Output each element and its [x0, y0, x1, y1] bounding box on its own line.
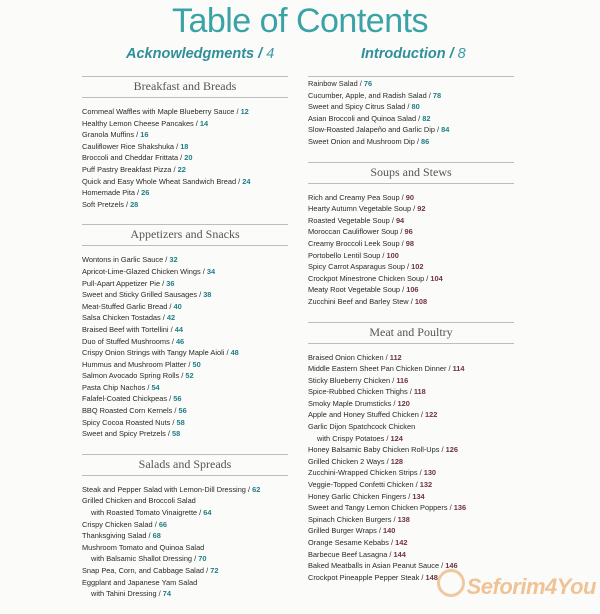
section-appetizers	[82, 224, 288, 440]
entry-page-number: 52	[185, 371, 194, 381]
toc-entry[interactable]	[308, 421, 514, 444]
entry-title: Meat-Stuffed Garlic Bread /	[82, 301, 174, 311]
entry-page-number: 92	[417, 204, 426, 214]
entry-title: Grilled Chicken 2 Ways /	[308, 456, 391, 466]
toc-entry[interactable]	[82, 347, 288, 359]
entry-title: Broccoli and Cheddar Frittata /	[82, 153, 185, 163]
toc-entry[interactable]	[308, 136, 514, 148]
toc-entry[interactable]	[308, 398, 514, 410]
entry-title: Grilled Burger Wraps /	[308, 526, 384, 536]
toc-entry[interactable]	[82, 312, 288, 324]
entry-title: BBQ Roasted Corn Kernels /	[82, 406, 179, 416]
entry-title: Zucchini Beef and Barley Stew /	[308, 296, 415, 306]
toc-entry[interactable]	[308, 215, 514, 227]
entry-title: Hearty Autumn Vegetable Soup /	[308, 204, 418, 214]
entry-title: Snap Pea, Corn, and Cabbage Salad /	[82, 566, 211, 575]
entry-title: Falafel-Coated Chickpeas /	[82, 394, 174, 404]
introduction-label: Introduction	[361, 46, 446, 62]
entry-page-number: 136	[453, 503, 467, 513]
entry-title: Spinach Chicken Burgers /	[308, 514, 398, 524]
toc-entry[interactable]	[308, 444, 514, 456]
entry-title: Baked Meatballs in Asian Peanut Sauce /	[308, 561, 446, 571]
entry-page-number: 82	[422, 113, 431, 123]
entry-title: Apple and Honey Stuffed Chicken /	[308, 410, 425, 420]
entry-page-number: 76	[363, 79, 373, 88]
toc-entry[interactable]	[308, 296, 514, 308]
entry-title-line2-text: with Crispy Potatoes /	[317, 433, 391, 443]
section-meat	[308, 322, 514, 584]
entry-title: Salmon Avocado Spring Rolls /	[82, 371, 186, 381]
entry-page-number: 58	[176, 417, 185, 427]
toc-entry[interactable]	[82, 336, 288, 348]
section-title-breakfast: Breakfast and Breads	[82, 76, 288, 98]
toc-entry[interactable]	[82, 106, 288, 118]
entry-title: Zucchini-Wrapped Chicken Strips /	[308, 468, 424, 478]
entry-title: Cauliflower Rice Shakshuka /	[82, 141, 181, 151]
introduction-heading[interactable]	[361, 46, 466, 62]
section-title-salads: Salads and Spreads	[82, 454, 288, 476]
entry-page-number: 144	[393, 549, 406, 559]
entry-title: Salsa Chicken Tostadas /	[82, 313, 167, 323]
toc-entry[interactable]	[308, 250, 514, 262]
toc-entry[interactable]	[308, 203, 514, 215]
section-soups	[308, 162, 514, 308]
entry-page-number: 118	[413, 387, 426, 397]
section-breakfast	[82, 76, 288, 210]
entry-title: Sweet and Spicy Citrus Salad /	[308, 102, 412, 112]
entry-title: Duo of Stuffed Mushrooms /	[82, 336, 176, 346]
entry-title: Granola Muffins /	[82, 130, 141, 140]
entries	[308, 352, 514, 584]
entry-page-number: 140	[383, 526, 396, 536]
entry-title: Spicy Cocoa Roasted Nuts /	[82, 417, 177, 427]
entry-page-number: 112	[389, 352, 402, 362]
toc-entry[interactable]	[308, 226, 514, 238]
toc-entry[interactable]	[82, 565, 288, 577]
entry-title: Quick and Easy Whole Wheat Sandwich Bread /	[82, 176, 243, 186]
entry-page-number: 100	[386, 250, 399, 260]
toc-entry[interactable]	[82, 278, 288, 290]
entry-title: Sweet and Tangy Lemon Chicken Poppers /	[308, 503, 454, 513]
entry-title: Orange Sesame Kebabs /	[308, 538, 396, 547]
entry-page-number: 70	[198, 554, 207, 564]
toc-entry[interactable]	[308, 113, 514, 125]
entry-title-line2-text: with Tahini Dressing /	[91, 589, 163, 599]
introduction-page: 8	[457, 46, 466, 62]
toc-entry[interactable]	[308, 261, 514, 273]
entry-title: Pasta Chip Nachos /	[82, 382, 152, 392]
entry-page-number: 56	[178, 406, 187, 416]
entry-page-number: 108	[414, 296, 428, 306]
acknowledgments-heading[interactable]	[126, 46, 274, 62]
section-title-soups: Soups and Stews	[308, 162, 514, 184]
entry-title: Rainbow Salad /	[308, 79, 364, 88]
entry-page-number: 78	[432, 90, 442, 100]
section-salads	[82, 454, 288, 600]
entry-page-number: 134	[412, 491, 425, 501]
entry-title: Sweet Onion and Mushroom Dip /	[308, 136, 421, 146]
entry-page-number: 38	[203, 290, 212, 300]
entry-title: Roasted Vegetable Soup /	[308, 215, 396, 225]
entry-title: Crockpot Minestrone Chicken Soup /	[308, 273, 431, 283]
page-title: Table of Contents	[171, 2, 429, 40]
toc-entry[interactable]	[308, 363, 514, 375]
entry-page-number: 120	[397, 398, 410, 408]
entry-page-number: 122	[424, 410, 438, 420]
entry-title: Crockpot Pineapple Pepper Steak /	[308, 572, 426, 582]
toc-entry[interactable]	[308, 456, 514, 468]
entries	[82, 484, 288, 600]
entry-title: Eggplant and Japanese Yam Salad	[82, 577, 198, 587]
entry-page-number: 48	[230, 348, 239, 358]
entry-title: Sweet and Sticky Grilled Sausages /	[82, 290, 204, 300]
entries	[308, 192, 514, 308]
entry-page-number: 72	[210, 566, 219, 575]
entry-page-number: 46	[175, 336, 185, 346]
entry-title: Braised Onion Chicken /	[308, 352, 390, 362]
toc-entry[interactable]	[82, 484, 288, 496]
entry-title: Honey Garlic Chicken Fingers /	[308, 491, 413, 501]
toc-entry[interactable]	[82, 382, 288, 394]
entry-page-number: 12	[240, 107, 249, 116]
toc-entry[interactable]	[308, 386, 514, 398]
entry-page-number: 142	[395, 538, 408, 547]
toc-entry[interactable]	[82, 577, 288, 600]
toc-entry[interactable]	[308, 192, 514, 204]
entry-page-number: 146	[445, 561, 458, 571]
entry-title: Homemade Pita /	[82, 188, 142, 198]
toc-entry[interactable]	[308, 467, 514, 479]
watermark-ring-icon	[437, 569, 465, 597]
entry-title: Smoky Maple Drumsticks /	[308, 398, 398, 408]
entry-title: Mushroom Tomato and Quinoa Salad	[82, 542, 205, 552]
entry-page-number: 20	[184, 153, 193, 163]
entry-title: Asian Broccoli and Quinoa Salad /	[308, 113, 423, 123]
entry-page-number: 104	[430, 273, 443, 283]
entry-title: Veggie-Topped Confetti Chicken /	[308, 480, 420, 490]
entry-page-number: 102	[411, 262, 424, 272]
toc-entry[interactable]	[82, 393, 288, 405]
entry-title: Soft Pretzels /	[82, 199, 131, 209]
entry-title: Crispy Onion Strings with Tangy Maple Aioli /	[82, 348, 231, 358]
toc-entry[interactable]	[308, 525, 514, 537]
entry-page-number: 90	[405, 192, 415, 202]
entry-title: Pull-Apart Appetizer Pie /	[82, 278, 167, 288]
toc-entry[interactable]	[308, 78, 514, 90]
toc-entry[interactable]	[82, 405, 288, 417]
entry-page-number: 16	[140, 130, 149, 140]
toc-entry[interactable]	[82, 266, 288, 278]
entry-title: Cornmeal Waffles with Maple Blueberry Sauce /	[82, 107, 241, 116]
toc-entry[interactable]	[82, 199, 288, 211]
entry-title-line2	[82, 588, 288, 600]
entry-title: Barbecue Beef Lasagna /	[308, 549, 394, 559]
toc-entry[interactable]	[308, 491, 514, 503]
entry-page-number: 62	[252, 484, 261, 494]
left-column	[82, 76, 288, 614]
entry-page-number: 130	[423, 468, 437, 478]
section-salads-continued	[308, 76, 514, 148]
entry-title: Honey Balsamic Baby Chicken Roll-Ups /	[308, 445, 446, 455]
entry-title: Sweet and Spicy Pretzels /	[82, 429, 172, 439]
entry-page-number: 58	[171, 429, 181, 439]
entry-title: Wontons in Garlic Sauce /	[82, 255, 170, 265]
toc-entry[interactable]	[308, 273, 514, 285]
entry-page-number: 14	[199, 118, 209, 128]
entry-page-number: 96	[404, 227, 413, 237]
entry-page-number: 74	[162, 589, 171, 599]
toc-entry[interactable]	[308, 479, 514, 491]
toc-entry[interactable]	[308, 409, 514, 421]
toc-entry[interactable]	[82, 417, 288, 429]
entry-page-number: 124	[390, 433, 403, 443]
toc-entry[interactable]	[82, 324, 288, 336]
entry-page-number: 24	[242, 176, 251, 186]
watermark: Seforim4You	[466, 574, 596, 599]
toc-entry[interactable]	[82, 152, 288, 164]
entry-page-number: 94	[395, 215, 405, 225]
entry-title: Thanksgiving Salad /	[82, 531, 153, 541]
entry-title: Creamy Broccoli Leek Soup /	[308, 238, 406, 248]
entry-title-line2	[82, 507, 288, 519]
toc-entry[interactable]	[82, 187, 288, 199]
entry-page-number: 42	[166, 313, 176, 323]
entry-title: Spicy Carrot Asparagus Soup /	[308, 262, 412, 272]
entry-page-number: 84	[441, 125, 450, 135]
entry-page-number: 64	[203, 508, 212, 518]
toc-entry[interactable]	[308, 560, 514, 572]
toc-entry[interactable]	[82, 254, 288, 266]
toc-entry[interactable]	[82, 530, 288, 542]
entries	[82, 254, 288, 440]
toc-entry[interactable]	[82, 289, 288, 301]
section-title-appetizers: Appetizers and Snacks	[82, 224, 288, 246]
entry-page-number: 126	[445, 445, 458, 455]
toc-entry[interactable]	[82, 428, 288, 440]
toc-entry[interactable]	[82, 118, 288, 130]
entry-page-number: 26	[141, 188, 150, 198]
introduction-sep: /	[445, 46, 458, 62]
entry-title: Braised Beef with Tortellini /	[82, 324, 175, 334]
entry-page-number: 32	[169, 255, 178, 265]
entry-page-number: 56	[173, 394, 182, 404]
acknowledgments-sep: /	[254, 46, 267, 62]
entry-page-number: 22	[177, 164, 186, 174]
entry-page-number: 50	[192, 359, 201, 369]
entry-title: Spice-Rubbed Chicken Thighs /	[308, 387, 414, 397]
toc-entry[interactable]	[82, 129, 288, 141]
entry-page-number: 18	[180, 141, 189, 151]
entries	[308, 78, 514, 148]
right-column	[308, 76, 514, 597]
entry-page-number: 40	[173, 301, 182, 311]
entry-title-line2-text: with Roasted Tomato Vinaigrette /	[91, 508, 204, 518]
entry-page-number: 106	[406, 285, 419, 295]
entry-page-number: 86	[420, 136, 430, 146]
entry-title-line2	[308, 433, 514, 445]
toc-entry[interactable]	[82, 370, 288, 382]
toc-entry[interactable]	[308, 375, 514, 387]
entry-title: Hummus and Mushroom Platter /	[82, 359, 193, 369]
entry-title: Rich and Creamy Pea Soup /	[308, 192, 406, 202]
entry-page-number: 44	[174, 324, 183, 334]
entry-title: Meaty Root Vegetable Soup /	[308, 285, 407, 295]
entry-title-line2-text: with Balsamic Shallot Dressing /	[91, 554, 199, 564]
entry-title: Healthy Lemon Cheese Pancakes /	[82, 118, 200, 128]
entry-title: Puff Pastry Breakfast Pizza /	[82, 164, 178, 174]
toc-entry[interactable]	[82, 519, 288, 531]
acknowledgments-page: 4	[266, 46, 275, 62]
toc-entry[interactable]	[308, 549, 514, 561]
entry-page-number: 28	[130, 199, 139, 209]
entry-title: Portobello Lentil Soup /	[308, 250, 387, 260]
toc-entry[interactable]	[82, 301, 288, 313]
entry-title: Cucumber, Apple, and Radish Salad /	[308, 90, 433, 100]
entry-page-number: 132	[419, 480, 433, 490]
entry-page-number: 80	[411, 102, 420, 112]
entry-title: Middle Eastern Sheet Pan Chicken Dinner /	[308, 364, 453, 374]
toc-entry[interactable]	[308, 238, 514, 250]
toc-entry[interactable]	[308, 352, 514, 364]
toc-entry[interactable]	[308, 101, 514, 113]
toc-entry[interactable]	[82, 164, 288, 176]
entry-title: Apricot-Lime-Glazed Chicken Wings /	[82, 266, 207, 276]
entry-title: Steak and Pepper Salad with Lemon-Dill Dressing /	[82, 484, 253, 494]
entry-title: Sticky Blueberry Chicken /	[308, 375, 397, 385]
entries	[82, 106, 288, 210]
toc-entry[interactable]	[82, 495, 288, 518]
entry-page-number: 128	[390, 456, 404, 466]
entry-page-number: 68	[152, 531, 161, 541]
toc-entry[interactable]	[308, 284, 514, 296]
entry-page-number: 148	[425, 572, 438, 582]
toc-entry[interactable]	[82, 542, 288, 565]
toc-entry[interactable]	[308, 537, 514, 549]
entry-title: Moroccan Cauliflower Soup /	[308, 227, 405, 237]
entry-page-number: 138	[397, 514, 410, 524]
toc-entry[interactable]	[308, 124, 514, 136]
toc-entry[interactable]	[82, 141, 288, 153]
entry-page-number: 98	[405, 238, 414, 248]
toc-entry[interactable]	[82, 176, 288, 188]
entry-title: Slow-Roasted Jalapeño and Garlic Dip /	[308, 125, 442, 135]
section-title-meat: Meat and Poultry	[308, 322, 514, 344]
entry-page-number: 54	[151, 382, 160, 392]
entry-page-number: 66	[158, 519, 168, 529]
entry-title: Grilled Chicken and Broccoli Salad	[82, 496, 196, 506]
entry-page-number: 114	[452, 364, 465, 374]
entry-title: Garlic Dijon Spatchcock Chicken	[308, 422, 416, 432]
entry-title: Crispy Chicken Salad /	[82, 519, 159, 529]
entry-page-number: 34	[206, 266, 216, 276]
acknowledgments-label: Acknowledgments	[126, 46, 255, 62]
entry-page-number: 36	[166, 278, 175, 288]
toc-entry[interactable]	[308, 502, 514, 514]
toc-entry[interactable]	[82, 359, 288, 371]
toc-entry[interactable]	[308, 90, 514, 102]
entry-title-line2	[82, 553, 288, 565]
toc-entry[interactable]	[308, 514, 514, 526]
entry-page-number: 116	[396, 375, 409, 385]
